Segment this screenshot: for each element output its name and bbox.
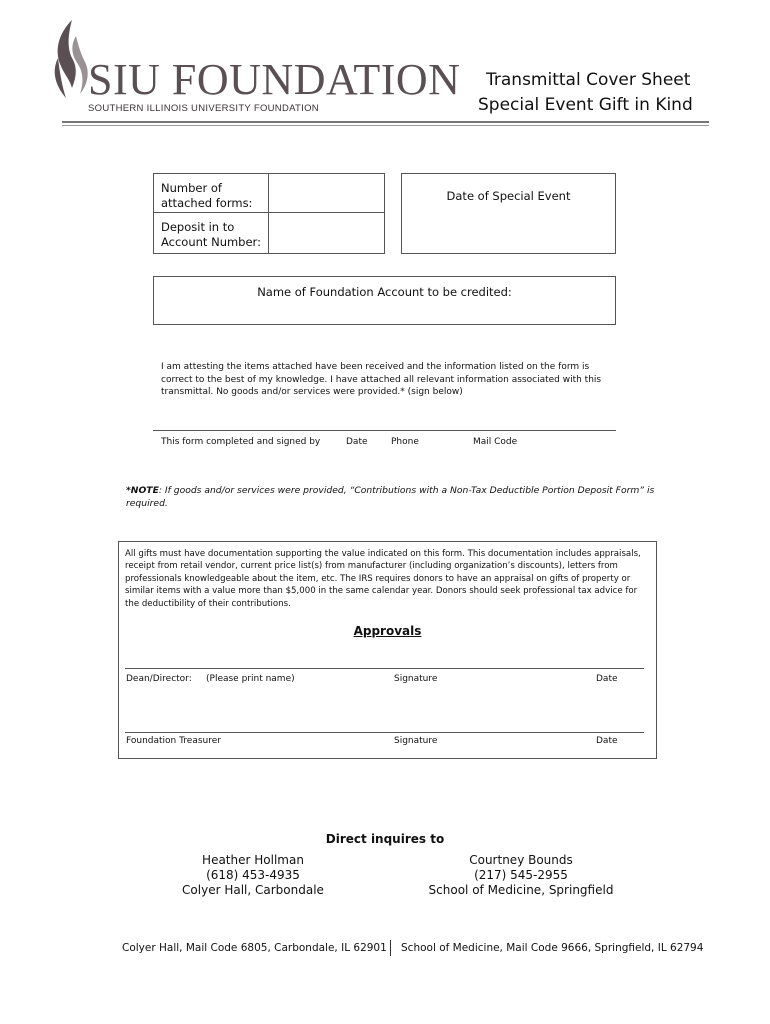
attest-phone-label: Phone — [391, 437, 419, 447]
document-title: Transmittal Cover Sheet — [486, 70, 691, 90]
note-text — [126, 484, 656, 510]
direct-inquiries-heading: Direct inquires to — [325, 832, 445, 846]
footer-address-carbondale: Colyer Hall, Mail Code 6805, Carbondale, IL 62901 — [122, 942, 387, 954]
contact-2-name: Courtney Bounds — [469, 853, 573, 867]
treasurer-label: Foundation Treasurer — [126, 736, 221, 746]
contact-1-location: Colyer Hall, Carbondale — [182, 883, 324, 897]
attest-date-label: Date — [346, 437, 368, 447]
event-date-label: Date of Special Event — [446, 189, 571, 203]
treasurer-signature-line — [125, 732, 644, 733]
dean-signature-label: Signature — [394, 674, 438, 684]
logo-subtitle: SOUTHERN ILLINOIS UNIVERSITY FOUNDATION — [88, 103, 319, 114]
header-rule — [62, 121, 709, 123]
foundation-account-label: Name of Foundation Account to be credited: — [257, 285, 512, 299]
event-date-box[interactable] — [401, 173, 616, 254]
num-forms-label: Number of attached forms: — [161, 181, 253, 210]
forms-box-divider-h — [153, 212, 385, 213]
note-body: : If goods and/or services were provided, “Contributions with a Non-Tax Deductible Portion Deposit Form” is required. — [126, 485, 655, 509]
contact-1-phone: (618) 453-4935 — [206, 868, 300, 882]
note-prefix: *NOTE — [126, 485, 159, 496]
completed-by-label: This form completed and signed by — [161, 437, 321, 447]
treasurer-signature-label: Signature — [394, 736, 438, 746]
attestation-text: I am attesting the items attached have been received and the information listed on the form is correct to the best of my knowledge. I have attached all relevant information associated with this transmittal. No goods and/or services were provided.* (sign below) — [161, 362, 602, 397]
dean-date-label: Date — [596, 674, 618, 684]
contact-1-name: Heather Hollman — [202, 853, 304, 867]
gift-documentation-text: All gifts must have documentation supporting the value indicated on this form. This documentation includes appraisals, receipt from retail vendor, current price list(s) from manufacturer (including organization’s discounts), letters from professionals knowledgeable about the item, etc. The IRS requires donors to have an appraisal on gifts of property or similar items with a value more than $5,000 in the same calendar year. Donors should seek professional tax advice for the deductibility of their contributions. — [125, 549, 641, 609]
flame-icon — [50, 18, 90, 106]
signature-line — [153, 430, 616, 431]
forms-box-divider-v — [268, 173, 269, 254]
footer-separator — [390, 940, 391, 956]
document-subtitle: Special Event Gift in Kind — [478, 95, 693, 115]
footer-address-springfield: School of Medicine, Mail Code 9666, Springfield, IL 62794 — [401, 942, 704, 954]
approvals-heading: Approvals — [353, 624, 422, 638]
attest-mail-code-label: Mail Code — [473, 437, 518, 447]
deposit-account-label: Deposit in to Account Number: — [161, 220, 261, 249]
foundation-account-box[interactable] — [153, 276, 616, 325]
header-rule-thin — [62, 125, 709, 126]
dean-signature-line — [125, 668, 644, 669]
logo-wordmark: SIU FOUNDATION — [88, 55, 461, 104]
contact-2-phone: (217) 545-2955 — [474, 868, 568, 882]
treasurer-date-label: Date — [596, 736, 618, 746]
dean-label: Dean/Director: — [126, 674, 192, 684]
contact-2-location: School of Medicine, Springfield — [428, 883, 614, 897]
dean-print-name-label: (Please print name) — [206, 674, 295, 684]
